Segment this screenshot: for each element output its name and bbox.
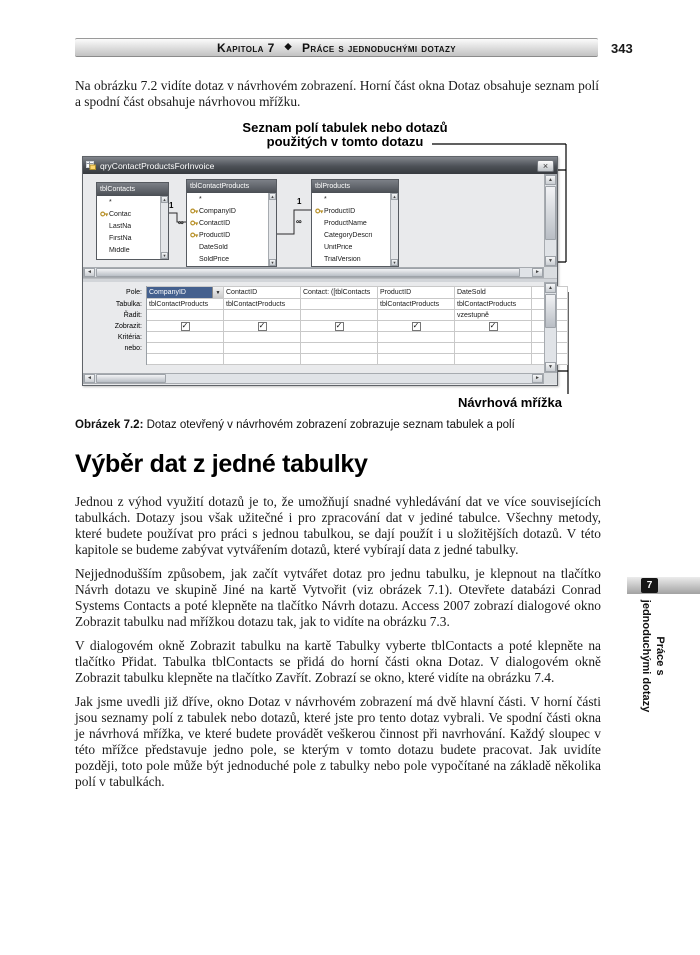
checkbox-checked[interactable]: ✓ xyxy=(335,321,343,330)
scrollbar-thumb[interactable] xyxy=(545,186,556,240)
grid-cell-zobrazit[interactable] xyxy=(455,321,532,332)
intro-paragraph: Na obrázku 7.2 vidíte dotaz v návrhovém zobrazení. Horní část okna Dotaz obsahuje seznam polí a spodní část obsahuje návrhovou mřížku. xyxy=(75,78,599,109)
grid-cell-kriteria[interactable] xyxy=(378,332,455,343)
fieldpane-horizontal-scrollbar[interactable] xyxy=(83,267,544,278)
chapter-tab-bar xyxy=(627,577,700,594)
grid-cell-zobrazit[interactable] xyxy=(301,321,378,332)
body-copy xyxy=(75,494,601,798)
field-list-tblContactProducts[interactable] xyxy=(186,179,277,267)
checkbox-checked[interactable]: ✓ xyxy=(258,321,266,330)
grid-row-header: Zobrazit: xyxy=(83,321,147,332)
scroll-down-button[interactable]: ▼ xyxy=(270,260,275,265)
grid-cell-kriteria[interactable] xyxy=(455,332,532,343)
field-list-title[interactable]: tblProducts xyxy=(312,180,398,193)
grid-cell-tabulka[interactable]: tblContactProducts xyxy=(147,299,224,310)
key-icon xyxy=(100,210,109,218)
paragraph: Jednou z výhod využití dotazů je to, že umožňují snadné vyhledávání dat ve více souvisejících tabulkách. Dotazy jsou však užitečné i pro zpracování dat v jediné tabulce. Všechny metody, které budete používat pro práci s jednou tabulkou, se dají použít i u složitějších dotazů. V této kapitole se budeme zabývat vytvářením dotazů, které vybírají data z jedné tabulky. xyxy=(75,494,601,557)
grid-cell-blank[interactable] xyxy=(455,354,532,365)
scroll-up-button[interactable]: ▲ xyxy=(545,283,556,293)
scroll-up-button[interactable]: ▲ xyxy=(545,175,556,185)
key-icon xyxy=(190,207,199,215)
key-icon xyxy=(315,207,324,215)
field-name: UnitPrice xyxy=(324,243,353,251)
join-one-label: 1 xyxy=(297,197,302,206)
callout-field-lists xyxy=(195,121,495,149)
field-row[interactable] xyxy=(97,244,168,256)
chapter-title: Práce s jednoduchými dotazy xyxy=(301,40,456,55)
field-list-scrollbar[interactable] xyxy=(160,196,168,259)
window-title-bar[interactable] xyxy=(83,157,557,174)
grid-cell-blank[interactable] xyxy=(378,354,455,365)
field-name: CategoryDescri xyxy=(324,231,373,239)
fieldpane-vertical-scrollbar[interactable] xyxy=(544,174,557,267)
scroll-down-button[interactable]: ▼ xyxy=(545,256,556,266)
running-head xyxy=(75,38,598,57)
grid-cell-radit[interactable] xyxy=(378,310,455,321)
grid-cell-pole[interactable]: Contact: ([tblContacts xyxy=(301,286,378,299)
grid-cell-zobrazit[interactable] xyxy=(378,321,455,332)
key-icon xyxy=(190,219,199,227)
scrollbar-corner xyxy=(544,373,557,384)
field-name: * xyxy=(324,195,327,203)
grid-cell-blank[interactable] xyxy=(224,354,301,365)
grid-horizontal-scrollbar[interactable] xyxy=(83,373,544,384)
field-row[interactable] xyxy=(97,208,168,220)
chapter-label: Kapitola 7 xyxy=(217,40,275,55)
checkbox-checked[interactable]: ✓ xyxy=(489,321,497,330)
scroll-left-button[interactable]: ◄ xyxy=(84,268,95,277)
field-row[interactable] xyxy=(312,217,398,229)
field-row[interactable] xyxy=(187,253,276,265)
callout-design-grid: Návrhová mřížka xyxy=(457,395,562,410)
grid-cell-radit[interactable] xyxy=(301,310,378,321)
field-list-tblProducts[interactable] xyxy=(311,179,399,267)
grid-cell-tabulka[interactable]: tblContactProducts xyxy=(455,299,532,310)
chapter-tab-number: 7 xyxy=(641,578,658,593)
scroll-left-button[interactable]: ◄ xyxy=(84,374,95,383)
figure-caption-label: Obrázek 7.2: xyxy=(75,419,144,431)
scrollbar-thumb[interactable] xyxy=(96,268,520,277)
join-many-label: ∞ xyxy=(178,218,184,227)
scrollbar-thumb[interactable] xyxy=(545,294,556,328)
section-heading: Výběr dat z jedné tabulky xyxy=(75,450,368,478)
field-name: Middle xyxy=(109,246,130,254)
grid-cell-tabulka[interactable]: tblContactProducts xyxy=(224,299,301,310)
grid-cell-tabulka[interactable]: tblContactProducts xyxy=(378,299,455,310)
scroll-up-button[interactable]: ▲ xyxy=(162,197,167,202)
field-row[interactable] xyxy=(312,229,398,241)
grid-cell-kriteria[interactable] xyxy=(224,332,301,343)
scrollbar-thumb[interactable] xyxy=(96,374,166,383)
field-name: ProductID xyxy=(199,231,231,239)
grid-cell-blank[interactable] xyxy=(301,354,378,365)
scroll-right-button[interactable]: ► xyxy=(532,374,543,383)
field-row[interactable] xyxy=(187,193,276,205)
field-row[interactable] xyxy=(187,205,276,217)
join-many-label: ∞ xyxy=(296,217,302,226)
grid-cell-radit[interactable] xyxy=(224,310,301,321)
figure-caption-text: Dotaz otevřený v návrhovém zobrazení zobrazuje seznam tabulek a polí xyxy=(143,419,515,431)
field-name: * xyxy=(109,198,112,206)
field-row[interactable] xyxy=(97,220,168,232)
query-icon xyxy=(86,161,96,170)
field-row[interactable] xyxy=(187,241,276,253)
query-design-window xyxy=(82,156,558,386)
grid-cell-nebo[interactable] xyxy=(147,343,224,354)
grid-cell-pole[interactable]: ProductID xyxy=(378,286,455,299)
grid-cell-nebo[interactable] xyxy=(224,343,301,354)
key-icon xyxy=(190,231,199,239)
scroll-right-button[interactable]: ► xyxy=(532,268,543,277)
grid-row-header: nebo: xyxy=(83,343,147,354)
chapter-tab-line2: jednoduchými dotazy xyxy=(640,599,652,713)
close-button[interactable]: × xyxy=(537,160,554,172)
page-number: 343 xyxy=(611,41,633,56)
paragraph: Nejjednodušším způsobem, jak začít vytvářet dotaz pro jednu tabulku, je klepnout na tlačítko Návrh dotazu ve skupině Jiné na kartě Vytvořit (viz obrázek 7.1). Otevřete databázi Conrad Systems Contacts a poté klepněte na tlačítko Návrh dotazu. Access 2007 zobrazí dialogové okno Zobrazit tabulku nad mřížkou dotazu tak, jak to vidíte na obrázku 7.3. xyxy=(75,566,601,629)
scrollbar-corner xyxy=(544,267,557,278)
field-name: TrialVersion xyxy=(324,255,361,263)
join-one-label: 1 xyxy=(169,201,174,210)
grid-cell-blank[interactable] xyxy=(147,354,224,365)
grid-row-header: Řadit: xyxy=(83,310,147,321)
grid-row-header xyxy=(83,354,147,365)
design-grid xyxy=(83,286,568,365)
grid-row-header: Tabulka: xyxy=(83,299,147,310)
field-row[interactable] xyxy=(312,205,398,217)
grid-cell-pole[interactable]: DateSold xyxy=(455,286,532,299)
field-name: LastNa xyxy=(109,222,132,230)
field-name: SoldPrice xyxy=(199,255,229,263)
window-title: qryContactProductsForInvoice xyxy=(100,160,215,171)
grid-cell-zobrazit[interactable] xyxy=(224,321,301,332)
paragraph: V dialogovém okně Zobrazit tabulku na kartě Tabulky vyberte tblContacts a poté klepněte na tlačítko Přidat. Tabulka tblContacts se přidá do horní části okna Dotaz. V dialogovém okně Zobrazit tabulku klepněte na tlačítko Zavřít. Zobrazí se okno, které vidíte na obrázku 7.4. xyxy=(75,638,601,685)
field-row[interactable] xyxy=(97,232,168,244)
field-list-title[interactable]: tblContacts xyxy=(97,183,168,196)
grid-vertical-scrollbar[interactable] xyxy=(544,282,557,373)
field-name: Contac xyxy=(109,210,132,218)
field-list-pane xyxy=(83,174,557,278)
grid-cell-pole[interactable]: ContactID xyxy=(224,286,301,299)
field-row[interactable] xyxy=(312,193,398,205)
field-row[interactable] xyxy=(187,217,276,229)
grid-cell-radit[interactable] xyxy=(147,310,224,321)
scroll-up-button[interactable]: ▲ xyxy=(270,194,275,199)
chapter-tab-line1: Práce s xyxy=(654,636,666,676)
field-name: FirstNa xyxy=(109,234,132,242)
design-grid-pane xyxy=(83,282,557,384)
field-list-title[interactable]: tblContactProducts xyxy=(187,180,276,193)
field-name: ProductName xyxy=(324,219,367,227)
scroll-down-button[interactable]: ▼ xyxy=(162,253,167,258)
dropdown-button[interactable] xyxy=(212,287,223,298)
field-name: ProductID xyxy=(324,207,356,215)
grid-cell-kriteria[interactable] xyxy=(147,332,224,343)
grid-cell-nebo[interactable] xyxy=(378,343,455,354)
paragraph: Jak jsme uvedli již dříve, okno Dotaz v návrhovém zobrazení má dvě hlavní části. V horní části jsou seznamy polí z tabulek nebo dotazů, které jste pro tento dotaz vybrali. Ve spodní části okna je návrhová mřížka, ve které budete provádět veškerou činnost při navrhování. Každý sloupec v této mřížce představuje jedno pole, se kterým v tomto dotazu budete pracovat. Jak uvidíte později, toto pole může být jednoduché pole z tabulky nebo pole vypočítané na základě několika polí v tabulkách. xyxy=(75,694,601,789)
field-name: CompanyID xyxy=(199,207,236,215)
scroll-down-button[interactable]: ▼ xyxy=(545,362,556,372)
grid-cell-zobrazit[interactable] xyxy=(147,321,224,332)
callout-line2: použitých v tomto dotazu xyxy=(266,134,424,149)
selected-field-name: CompanyID xyxy=(149,289,186,296)
diamond-separator-icon: ◆ xyxy=(284,41,292,51)
grid-cell-pole-selected[interactable] xyxy=(147,286,224,299)
field-row[interactable] xyxy=(312,241,398,253)
grid-cell-kriteria[interactable] xyxy=(301,332,378,343)
scroll-up-button[interactable]: ▲ xyxy=(392,194,397,199)
grid-cell-nebo[interactable] xyxy=(301,343,378,354)
field-row[interactable] xyxy=(312,253,398,265)
field-name: ContactID xyxy=(199,219,231,227)
field-list-tblContacts[interactable] xyxy=(96,182,169,260)
callout-line1: Seznam polí tabulek nebo dotazů xyxy=(242,120,448,135)
figure-caption xyxy=(75,419,600,431)
grid-row-header: Kritéria: xyxy=(83,332,147,343)
chapter-tab-title xyxy=(628,595,676,717)
grid-cell-nebo[interactable] xyxy=(455,343,532,354)
scroll-down-button[interactable]: ▼ xyxy=(392,260,397,265)
grid-cell-radit[interactable]: vzestupně xyxy=(455,310,532,321)
field-list-scrollbar[interactable] xyxy=(390,193,398,266)
checkbox-checked[interactable]: ✓ xyxy=(181,321,189,330)
field-row[interactable] xyxy=(187,229,276,241)
field-name: * xyxy=(199,195,202,203)
field-list-scrollbar[interactable] xyxy=(268,193,276,266)
field-name: DateSold xyxy=(199,243,228,251)
checkbox-checked[interactable]: ✓ xyxy=(412,321,420,330)
grid-cell-tabulka[interactable] xyxy=(301,299,378,310)
field-row[interactable] xyxy=(97,196,168,208)
chevron-down-icon: ▼ xyxy=(215,289,221,296)
grid-row-header: Pole: xyxy=(83,286,147,299)
